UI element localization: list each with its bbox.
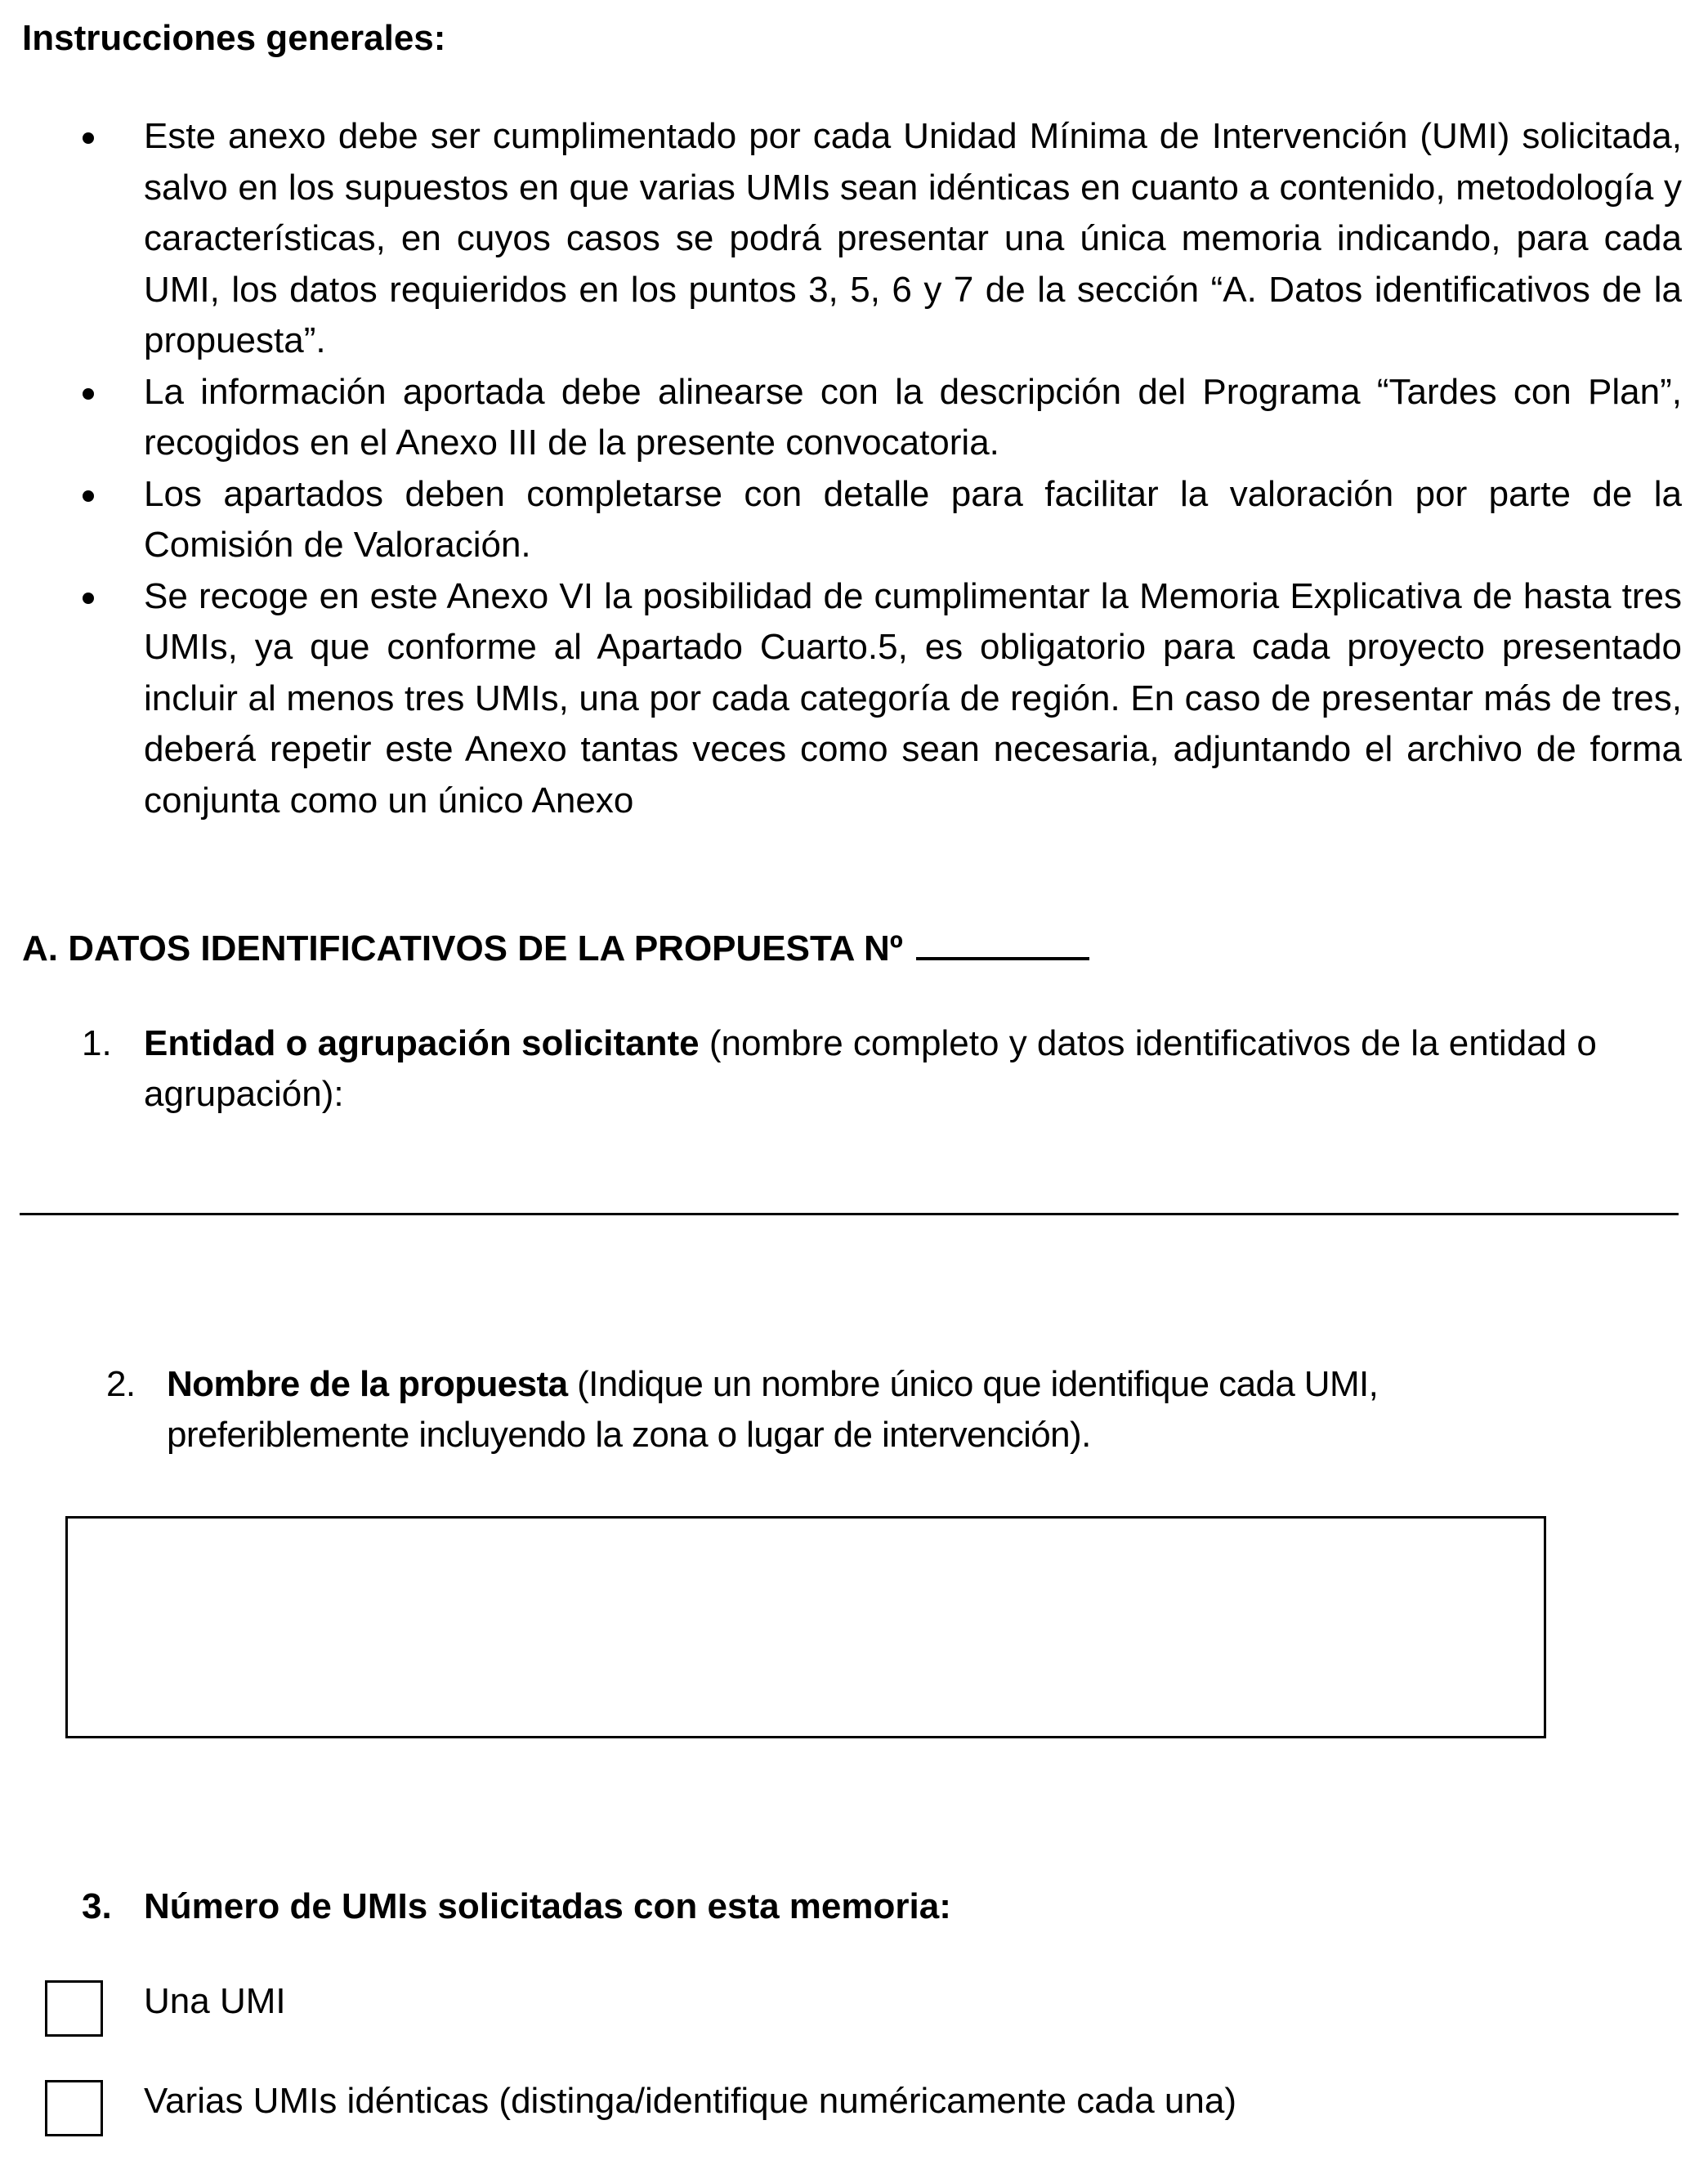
section-a-title-text: A. DATOS IDENTIFICATIVOS DE LA PROPUESTA Nº [22, 928, 903, 968]
instruction-bullet [0, 469, 1708, 571]
item-number: 3. [82, 1886, 112, 1926]
option-multiple-umis [45, 2076, 1663, 2141]
item-label-bold: Entidad o agrupación solicitante [144, 1023, 700, 1063]
instructions-heading: Instrucciones generales: [22, 18, 446, 58]
instruction-text: Este anexo debe ser cumplimentado por cada Unidad Mínima de Intervención (UMI) solicitada, salvo en los supuestos en que varias UMIs sean idénticas en cuanto a contenido, metodología y características, en cuyos casos se podrá presentar una única memoria indicando, para cada UMI, los datos requieridos en los puntos 3, 5, 6 y 7 de la sección “A. Datos identificativos de la propuesta”. [144, 116, 1682, 360]
bullet-dot-icon [83, 490, 94, 502]
item-umi-count [82, 1881, 1683, 1932]
item-number: 1. [82, 1023, 112, 1063]
item-label-rest: (nombre completo y datos identificativos de la entidad o agrupación): [144, 1023, 1597, 1114]
option-label: Varias UMIs idénticas (distinga/identifique numéricamente cada una) [144, 2081, 1236, 2121]
single-umi-checkbox[interactable] [45, 1980, 103, 2037]
item-label [167, 1359, 1577, 1460]
instruction-text: Se recoge en este Anexo VI la posibilidad de cumplimentar la Memoria Explicativa de hasta tres UMIs, ya que conforme al Apartado Cuarto.5, es obligatorio para cada proyecto presentado incluir al menos tres UMIs, una por cada categoría de región. En caso de presentar más de tres, deberá repetir este Anexo tantas veces como sean necesaria, adjuntando el archivo de forma conjunta como un único Anexo [144, 575, 1682, 821]
item-label [144, 1018, 1683, 1120]
item-label-rest: (Indique un nombre único que identifique cada UMI, preferiblemente incluyendo la zona o lugar de intervención). [167, 1364, 1379, 1455]
instruction-text: Los apartados deben completarse con detalle para facilitar la valoración por parte de la Comisión de Valoración. [144, 473, 1682, 565]
section-a-title [22, 924, 1089, 974]
entity-answer-line[interactable] [20, 1213, 1679, 1215]
option-label: Una UMI [144, 1981, 286, 2021]
item-number: 2. [106, 1364, 136, 1404]
instruction-text: La información aportada debe alinearse con la descripción del Programa “Tardes con Plan”, recogidos en el Anexo III de la presente convocatoria. [144, 371, 1682, 463]
instruction-bullet [0, 367, 1708, 469]
bullet-dot-icon [83, 132, 94, 144]
item-label-bold: Nombre de la propuesta [167, 1364, 568, 1404]
multiple-umis-checkbox[interactable] [45, 2080, 103, 2136]
bullet-dot-icon [83, 388, 94, 400]
instruction-bullet [0, 111, 1708, 367]
instructions-list [0, 111, 1708, 826]
instruction-bullet [0, 571, 1708, 827]
bullet-dot-icon [83, 593, 94, 604]
proposal-name-box[interactable] [65, 1516, 1546, 1738]
item-label: Número de UMIs solicitadas con esta memoria: [144, 1886, 951, 1926]
proposal-number-blank[interactable] [916, 924, 1089, 960]
item-entity [82, 1018, 1683, 1120]
option-single-umi [45, 1976, 1663, 2042]
item-proposal-name [106, 1359, 1577, 1460]
